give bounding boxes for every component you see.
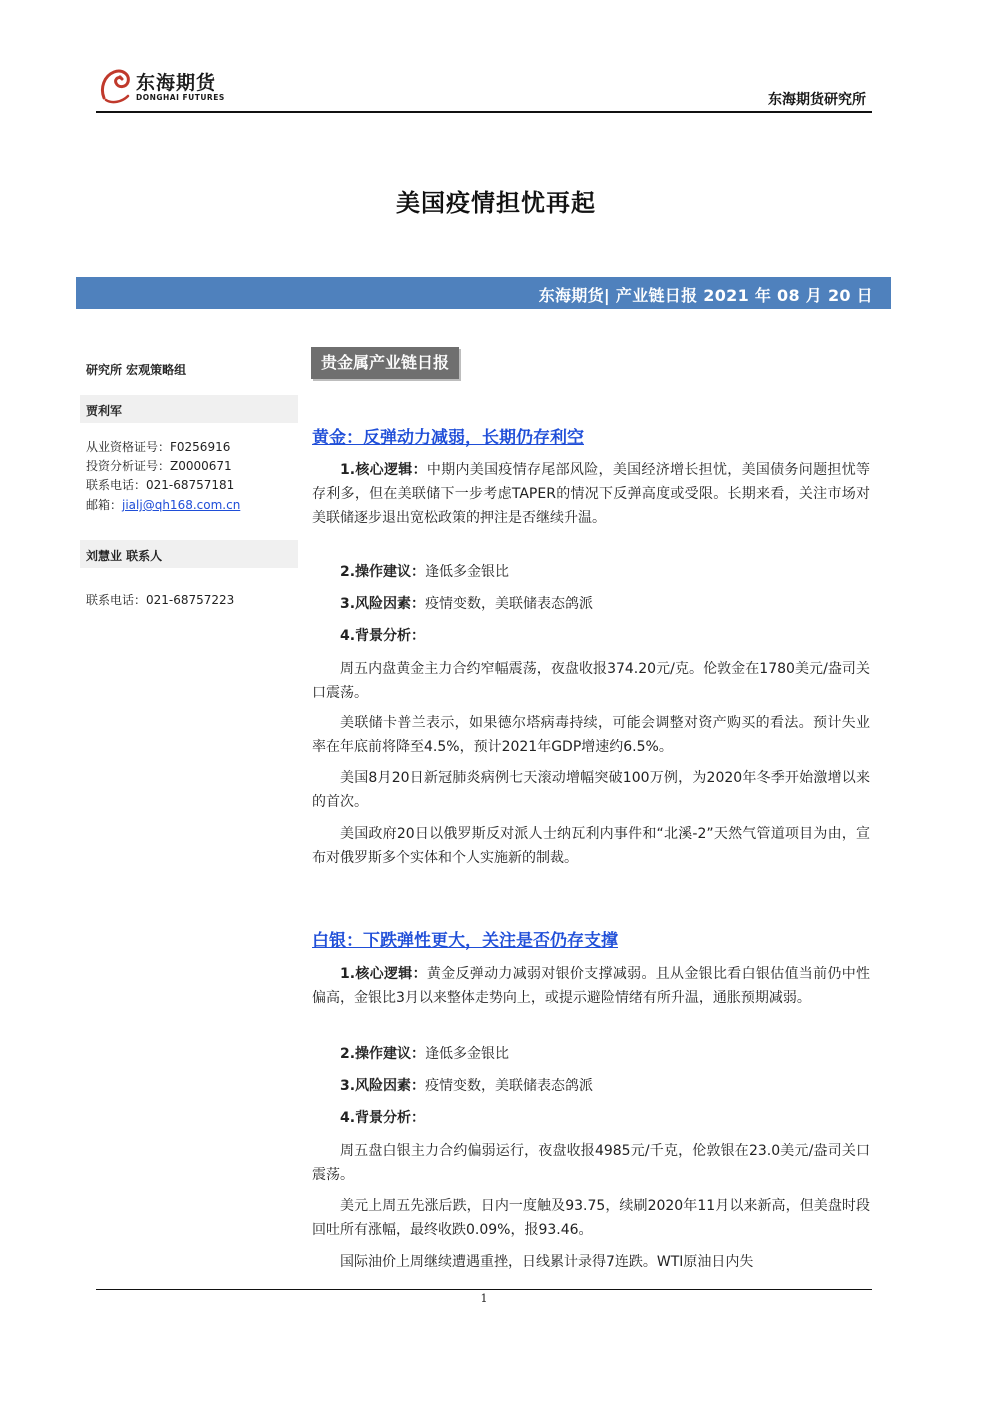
gold-logic [312, 458, 870, 530]
dragon-logo-icon [98, 66, 134, 106]
report-title: 美国疫情担忧再起 [396, 189, 596, 217]
gold-risk [312, 592, 870, 616]
silver-logic-text: 黄金反弹动力减弱对银价支撑减弱。且从金银比看白银估值当前仍中性偏高，金银比3月以来整体走势向上，或提示避险情绪有所升温，通胀预期减弱。 [312, 966, 871, 1006]
gold-bg-para: 美联储卡普兰表示，如果德尔塔病毒持续，可能会调整对资产购买的看法。预计失业率在年底前将降至4.5%，预计2021年GDP增速约6.5%。 [312, 715, 870, 755]
section-tag: 贵金属产业链日报 [311, 347, 459, 379]
email-label: 邮箱： [86, 498, 123, 512]
gold-advice-label: 2.操作建议： [340, 564, 426, 580]
silver-bg-para: 周五盘白银主力合约偏弱运行，夜盘收报4985元/千克，伦敦银在23.0美元/盎司关口震荡。 [312, 1143, 870, 1183]
company-logo [98, 66, 228, 106]
silver-bg-label: 4.背景分析： [340, 1110, 426, 1126]
footer-rule [96, 1289, 872, 1290]
silver-heading-link[interactable]: 白银：下跌弹性更大，关注是否仍存支撑 [312, 931, 618, 951]
gold-risk-text: 疫情变数，美联储表态鸽派 [425, 596, 594, 612]
gold-bg-para: 美国政府20日以俄罗斯反对派人士纳瓦利内事件和“北溪-2”天然气管道项目为由，宣布对俄罗斯多个实体和个人实施新的制裁。 [312, 826, 870, 866]
gold-logic-label: 1.核心逻辑： [340, 462, 427, 478]
gold-advice [312, 560, 870, 584]
gold-risk-label: 3.风险因素： [340, 596, 426, 612]
silver-advice-label: 2.操作建议： [340, 1046, 426, 1062]
silver-risk-label: 3.风险因素： [340, 1078, 426, 1094]
silver-advice [312, 1042, 870, 1066]
gold-bg-para: 美国8月20日新冠肺炎病例七天滚动增幅突破100万例，为2020年冬季开始激增以来的首次。 [312, 770, 870, 810]
analyst2-name: 刘慧业 联系人 [86, 549, 163, 563]
analyst1-qualification: 从业资格证号：F0256916 [86, 440, 231, 454]
gold-heading-link[interactable]: 黄金：反弹动力减弱，长期仍存利空 [312, 428, 584, 448]
gold-logic-text: 中期内美国疫情存尾部风险，美国经济增长担忧，美国债务问题担忧等存利多，但在美联储下一步考虑TAPER的情况下反弹高度或受限。长期来看，关注市场对美联储逐步退出宽松政策的押注是否继续升温。 [312, 462, 871, 526]
gold-bg-label: 4.背景分析： [340, 628, 426, 644]
sidebar-dept: 研究所 宏观策略组 [86, 363, 187, 377]
gold-advice-text: 逢低多金银比 [425, 564, 510, 580]
logo-english-name: DONGHAI FUTURES [136, 93, 225, 102]
gold-bg-heading [312, 624, 870, 648]
analyst1-name: 贾利军 [86, 404, 123, 418]
silver-bg-para: 国际油价上周继续遭遇重挫，日线累计录得7连跌。WTI原油日内失 [340, 1254, 754, 1270]
silver-logic [312, 962, 870, 1010]
silver-advice-text: 逢低多金银比 [425, 1046, 510, 1062]
analyst1-email-row [86, 496, 240, 513]
analyst1-email-link[interactable]: jialj@qh168.com.cn [122, 498, 241, 512]
silver-risk [312, 1074, 870, 1098]
date-banner [76, 277, 891, 309]
logo-chinese-name: 东海期货 [136, 72, 217, 94]
header-org-name: 东海期货研究所 [768, 92, 866, 108]
gold-bg-para: 周五内盘黄金主力合约窄幅震荡，夜盘收报374.20元/克。伦敦金在1780美元/盎司关口震荡。 [312, 661, 870, 701]
banner-text: 东海期货| 产业链日报 2021 年 08 月 20 日 [538, 286, 873, 305]
silver-bg-para: 美元上周五先涨后跌，日内一度触及93.75，续刷2020年11月以来新高，但美盘时段回吐所有涨幅，最终收跌0.09%，报93.46。 [312, 1198, 870, 1238]
analyst2-phone: 联系电话：021-68757223 [86, 593, 235, 607]
silver-risk-text: 疫情变数，美联储表态鸽派 [425, 1078, 594, 1094]
analyst1-license: 投资分析证号：Z0000671 [86, 459, 232, 473]
analyst1-phone: 联系电话：021-68757181 [86, 478, 235, 492]
page-number: 1 [480, 1292, 488, 1305]
silver-logic-label: 1.核心逻辑： [340, 966, 427, 982]
header-rule [96, 111, 872, 113]
silver-bg-heading [312, 1106, 870, 1130]
